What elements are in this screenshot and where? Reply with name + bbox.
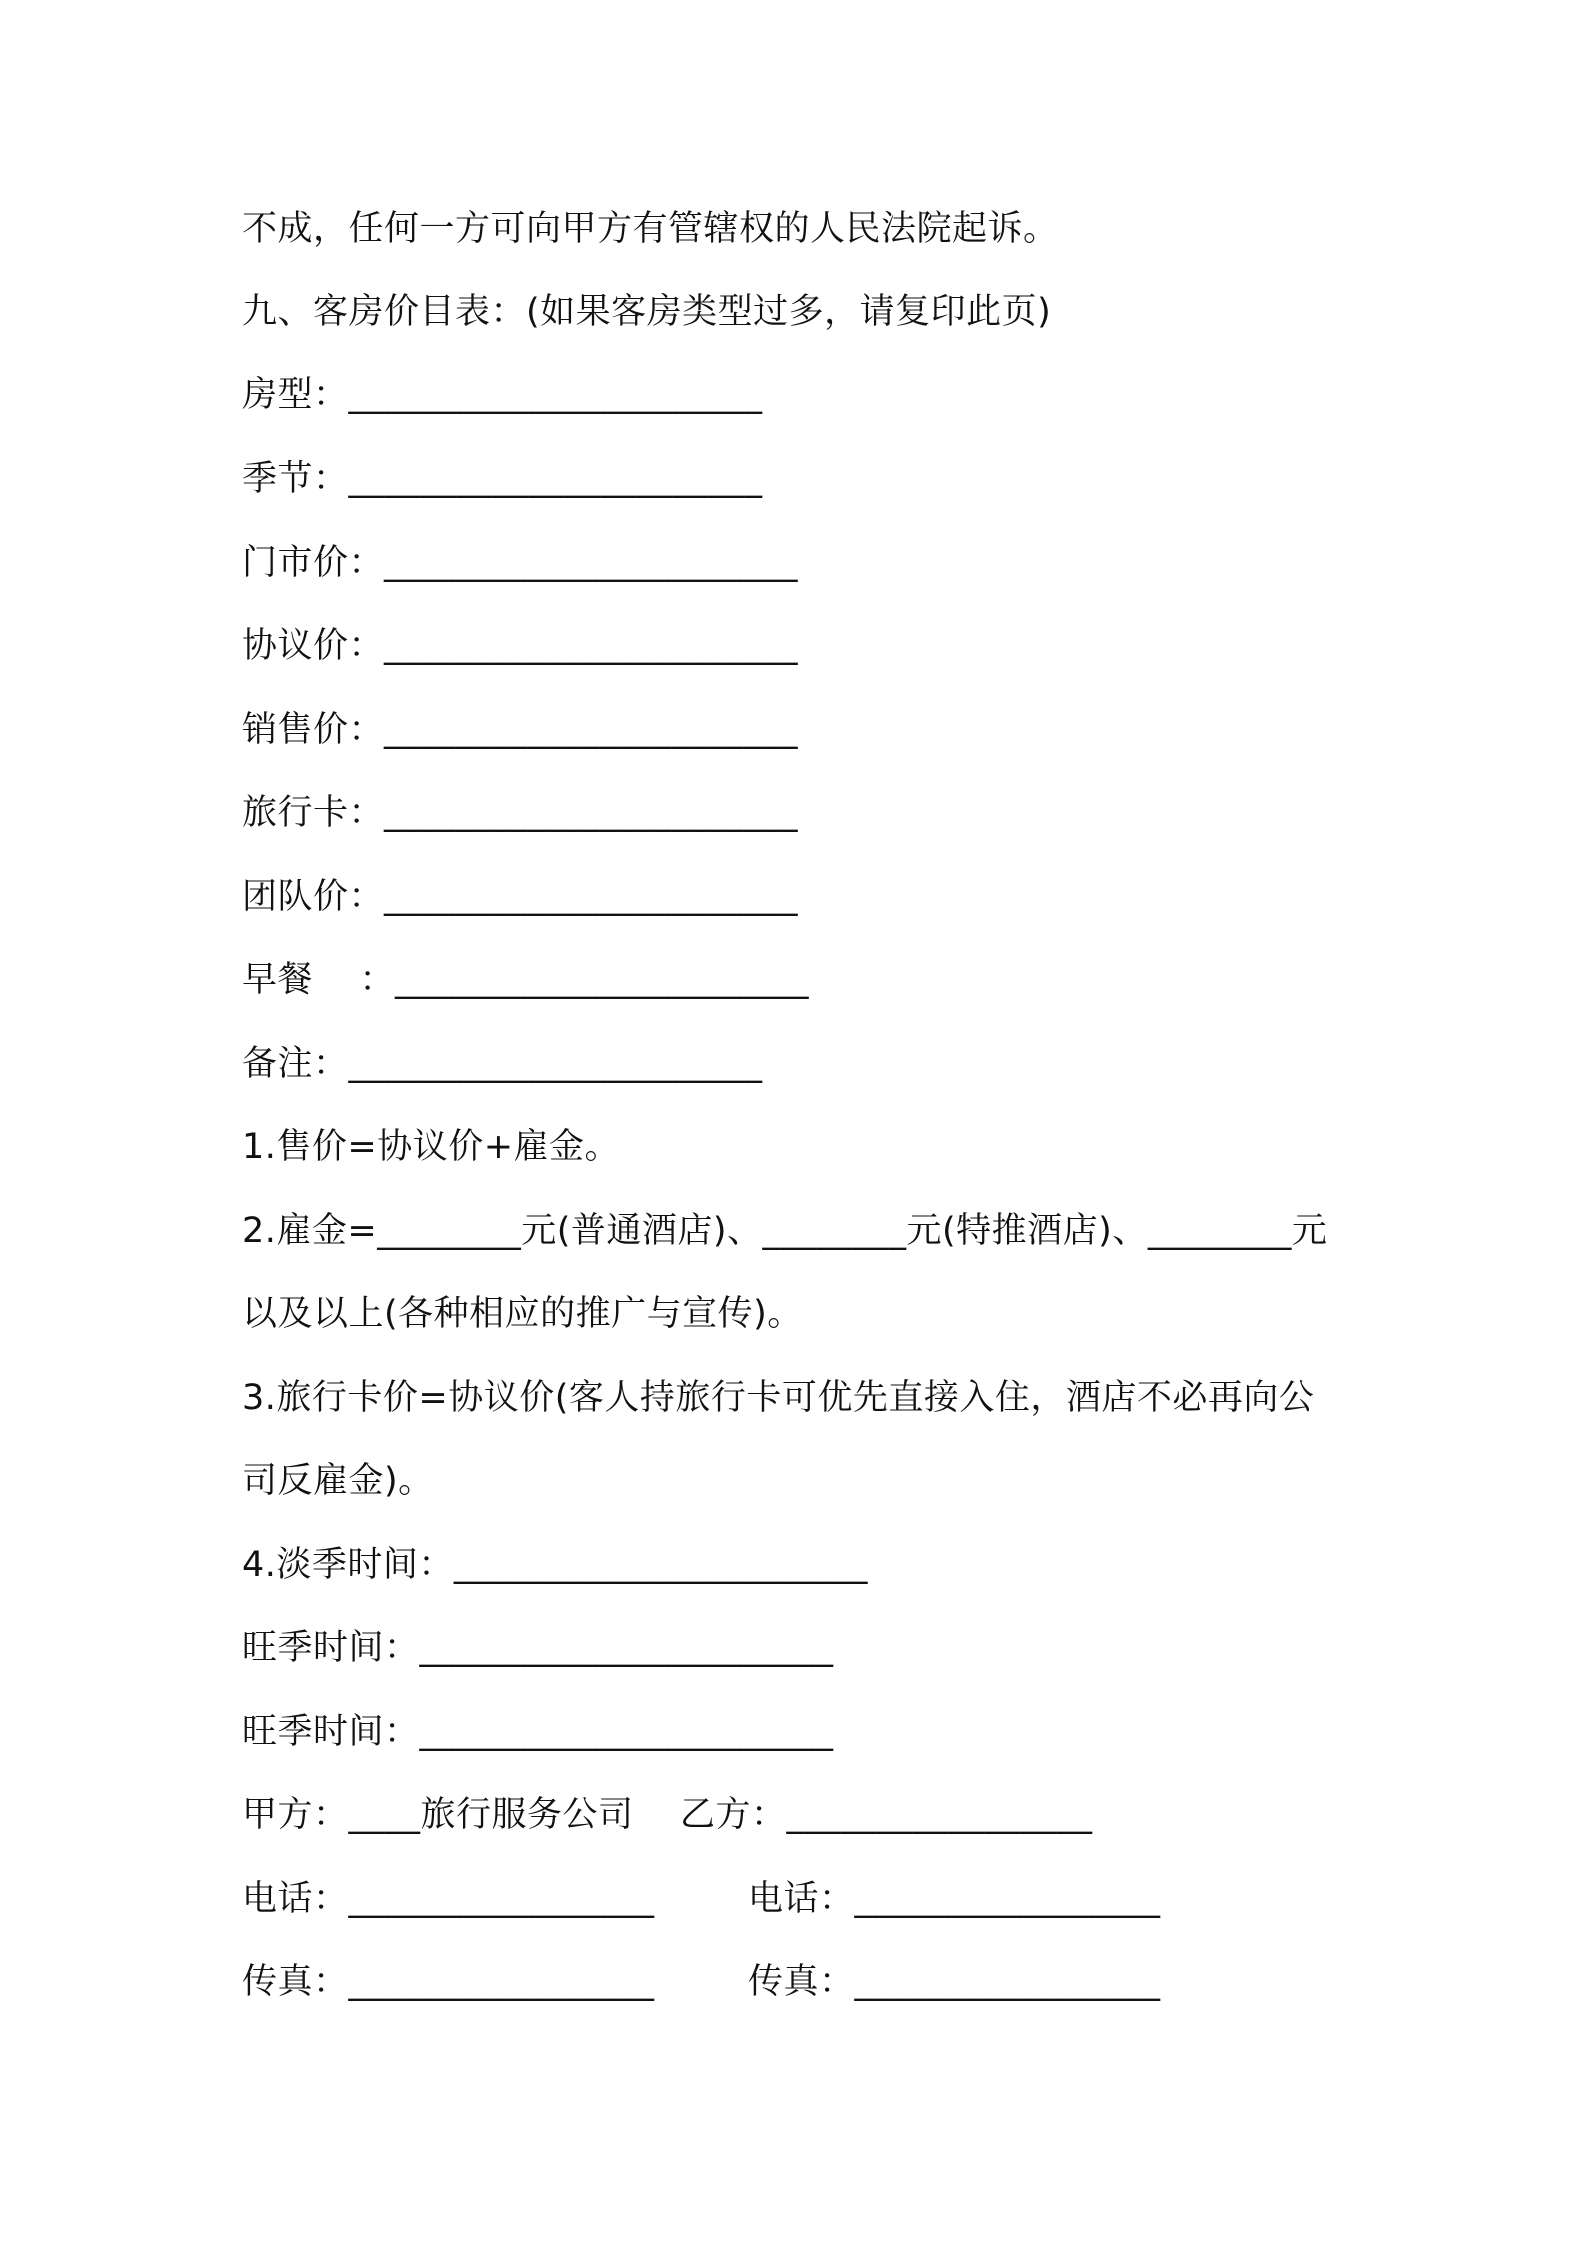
field-breakfast: 早餐 ：_______________________ [242, 960, 810, 1000]
note-item-3-continued: 司反雇金)。 [242, 1461, 434, 1501]
field-peak-season: 旺季时间：_______________________ [242, 1628, 834, 1668]
field-phone-party-b: 电话：_________________ [748, 1879, 1161, 1919]
field-travel-card: 旅行卡：_______________________ [242, 793, 799, 833]
field-group-rate: 团队价：_______________________ [242, 877, 799, 917]
field-peak-season-2: 旺季时间：_______________________ [242, 1712, 834, 1752]
field-fax-party-b: 传真：_________________ [748, 1962, 1161, 2002]
field-remarks: 备注：_______________________ [242, 1044, 763, 1084]
field-sales-price: 销售价：_______________________ [242, 710, 799, 750]
field-agreed-rate: 协议价：_______________________ [242, 626, 799, 666]
section-heading-room-rates: 九、客房价目表：(如果客房类型过多，请复印此页) [242, 292, 1052, 332]
note-item-1: 1.售价=协议价+雇金。 [242, 1127, 621, 1167]
party-a-party-b: 甲方：____旅行服务公司 乙方：_________________ [242, 1795, 1093, 1835]
field-phone-party-a: 电话：_________________ [242, 1879, 655, 1919]
note-item-4-off-season: 4.淡季时间：_______________________ [242, 1545, 868, 1585]
field-room-type: 房型：_______________________ [242, 375, 763, 415]
field-fax-party-a: 传真：_________________ [242, 1962, 655, 2002]
note-item-2: 2.雇金=________元(普通酒店)、________元(特推酒店)、________元 [242, 1211, 1328, 1251]
field-rack-rate: 门市价：_______________________ [242, 543, 799, 583]
note-item-2-continued: 以及以上(各种相应的推广与宣传)。 [242, 1294, 803, 1334]
field-season: 季节：_______________________ [242, 459, 763, 499]
text-line: 不成，任何一方可向甲方有管辖权的人民法院起诉。 [242, 209, 1059, 249]
note-item-3: 3.旅行卡价=协议价(客人持旅行卡可优先直接入住，酒店不必再向公 [242, 1378, 1315, 1418]
